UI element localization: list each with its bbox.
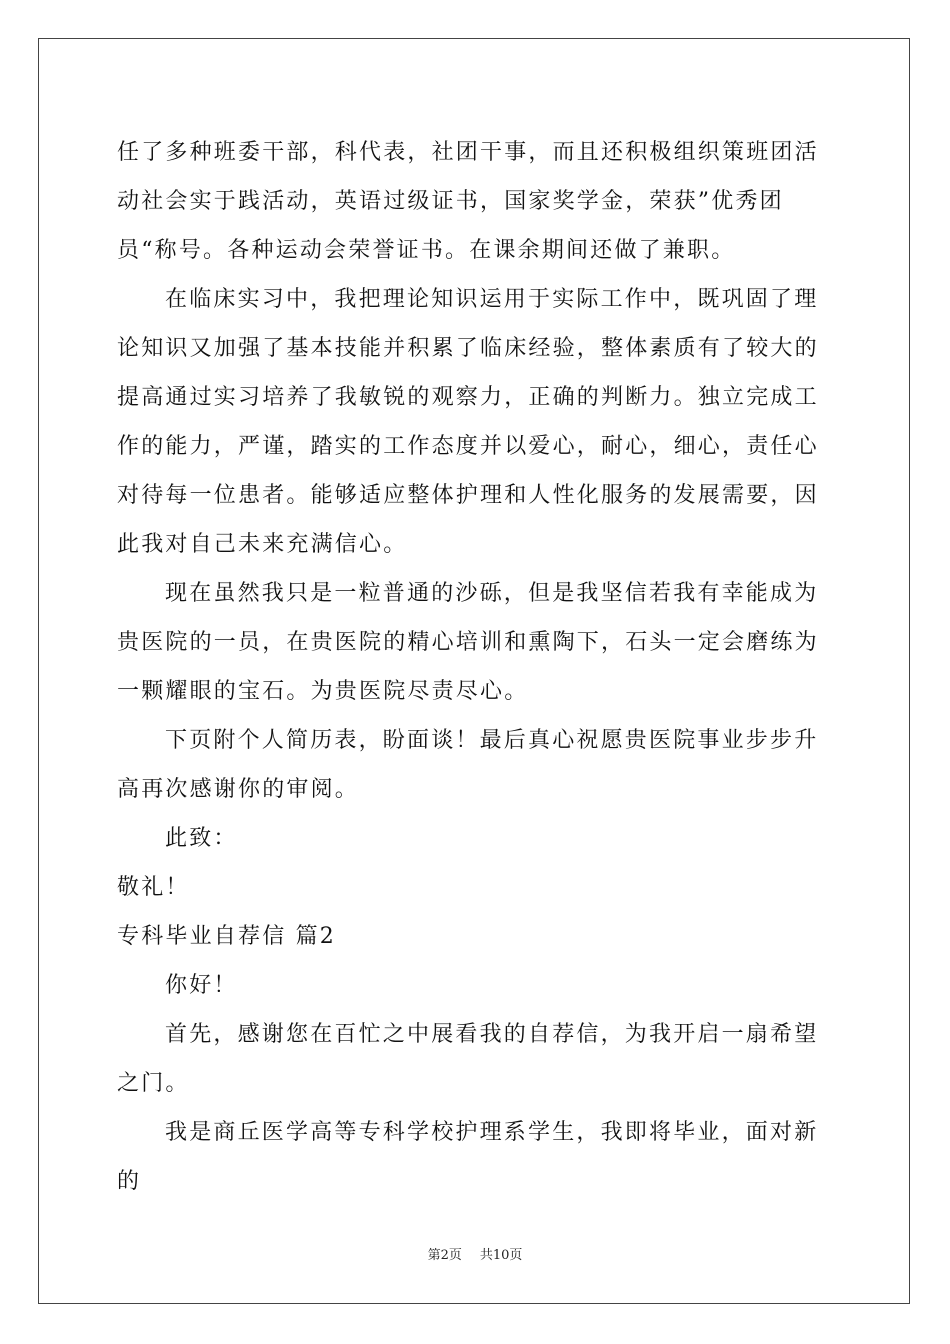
closing-regards: 敬礼！ (117, 875, 190, 900)
paragraph-aspiration: 现在虽然我只是一粒普通的沙砾，但是我坚信若我有幸能成为贵医院的一员，在贵医院的精心培训和熏陶下，石头一定会磨练为一颗耀眼的宝石。为贵医院尽责尽心。 (117, 581, 819, 704)
page-number-current: 第2页 (427, 1248, 462, 1263)
page-footer (0, 1247, 950, 1265)
document-body (117, 128, 835, 1206)
paragraph-thanks: 首先，感谢您在百忙之中展看我的自荐信，为我开启一扇希望之门。 (117, 1022, 819, 1096)
paragraph-resume-attached: 下页附个人简历表，盼面谈！最后真心祝愿贵医院事业步步升高再次感谢你的审阅。 (117, 728, 819, 802)
section-heading: 专科毕业自荐信 篇2 (117, 924, 336, 949)
paragraph-introduction: 我是商丘医学高等专科学校护理系学生，我即将毕业，面对新的 (117, 1120, 819, 1194)
greeting: 你好！ (165, 973, 238, 998)
closing-salutation: 此致： (165, 826, 238, 851)
page-number-total: 共10页 (479, 1248, 523, 1263)
paragraph-activities: 任了多种班委干部，科代表，社团干事，而且还积极组织策班团活动社会实于践活动，英语过级证书，国家奖学金，荣获”优秀团员“称号。各种运动会荣誉证书。在课余期间还做了兼职。 (117, 140, 819, 263)
paragraph-clinical-internship: 在临床实习中，我把理论知识运用于实际工作中，既巩固了理论知识又加强了基本技能并积累了临床经验，整体素质有了较大的提高通过实习培养了我敏锐的观察力，正确的判断力。独立完成工作的能力，严谨，踏实的工作态度并以爱心，耐心，细心，责任心对待每一位患者。能够适应整体护理和人性化服务的发展需要，因此我对自己未来充满信心。 (117, 287, 819, 557)
